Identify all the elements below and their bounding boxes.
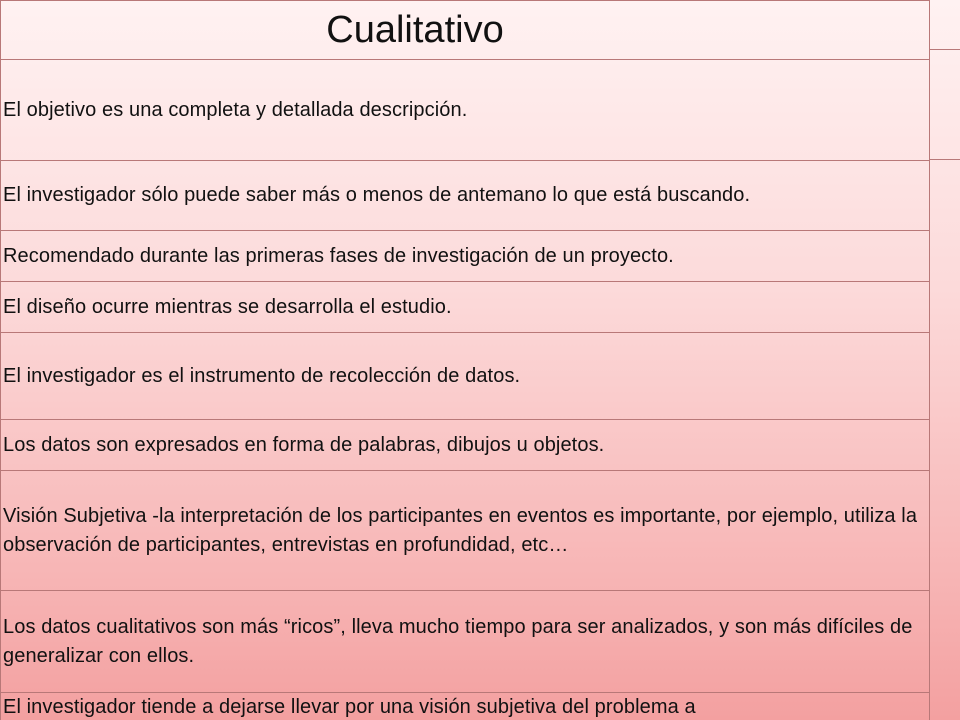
table-header-row (0, 0, 929, 59)
row-text: Los datos cualitativos son más “ricos”, lleva mucho tiempo para ser analizados, y son más difíciles de generalizar con ellos. (3, 615, 913, 667)
row-text: El diseño ocurre mientras se desarrolla el estudio. (3, 295, 452, 318)
row-text: El investigador es el instrumento de recolección de datos. (3, 364, 521, 387)
table-row (0, 160, 929, 230)
row-text: Los datos son expresados en forma de palabras, dibujos u objetos. (3, 433, 605, 456)
column-title: Cualitativo (326, 9, 504, 51)
table-row (0, 59, 929, 160)
table-row (0, 419, 929, 470)
table-row (0, 470, 929, 590)
row-text: El objetivo es una completa y detallada descripción. (3, 98, 468, 121)
table-row (0, 692, 929, 720)
column-divider (929, 49, 960, 50)
table-row (0, 332, 929, 419)
table-row (0, 281, 929, 332)
right-column (929, 0, 960, 720)
row-text: El investigador tiende a dejarse llevar por una visión subjetiva del problema a (3, 696, 696, 718)
row-text: Visión Subjetiva -la interpretación de los participantes en eventos es importante, por ejemplo, utiliza la observación de participantes, entrevistas en profundidad, etc… (3, 504, 918, 556)
row-text: El investigador sólo puede saber más o menos de antemano lo que está buscando. (3, 184, 751, 206)
column-divider (929, 159, 960, 160)
table-row (0, 590, 929, 692)
row-text: Recomendado durante las primeras fases de investigación de un proyecto. (3, 244, 674, 267)
table-row (0, 230, 929, 281)
